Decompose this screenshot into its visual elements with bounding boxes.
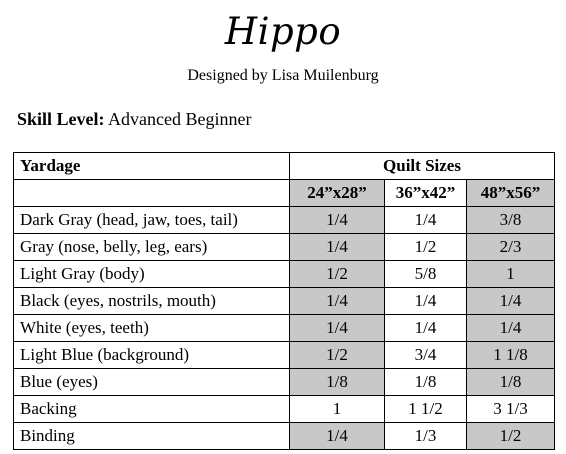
table-row [14, 369, 555, 396]
fabric-label: White (eyes, teeth) [14, 315, 290, 342]
yardage-cell: 1/4 [290, 288, 385, 315]
table-row [14, 261, 555, 288]
size-header-row [14, 180, 555, 207]
size-header: 48”x56” [467, 180, 555, 207]
yardage-cell: 5/8 [385, 261, 467, 288]
yardage-cell: 1/8 [467, 369, 555, 396]
table-header-row [14, 153, 555, 180]
table-row [14, 423, 555, 450]
yardage-cell: 3/8 [467, 207, 555, 234]
yardage-cell: 1/4 [290, 207, 385, 234]
quilt-sizes-header: Quilt Sizes [290, 153, 555, 180]
yardage-cell: 1/4 [385, 207, 467, 234]
yardage-cell: 1/2 [385, 234, 467, 261]
page-title: Hippo [224, 10, 342, 53]
fabric-label: Light Blue (background) [14, 342, 290, 369]
yardage-cell: 1/4 [290, 234, 385, 261]
fabric-label: Black (eyes, nostrils, mouth) [14, 288, 290, 315]
yardage-cell: 1/4 [385, 315, 467, 342]
table-row [14, 234, 555, 261]
size-header: 24”x28” [290, 180, 385, 207]
yardage-cell: 1/4 [290, 315, 385, 342]
table-row [14, 288, 555, 315]
fabric-label: Binding [14, 423, 290, 450]
yardage-cell: 3/4 [385, 342, 467, 369]
yardage-cell: 1 [290, 396, 385, 423]
yardage-cell: 1 [467, 261, 555, 288]
yardage-cell: 1/4 [385, 288, 467, 315]
yardage-cell: 1 1/2 [385, 396, 467, 423]
fabric-label: Light Gray (body) [14, 261, 290, 288]
yardage-table [13, 152, 555, 450]
yardage-cell: 1/8 [290, 369, 385, 396]
skill-level-value: Advanced Beginner [108, 109, 252, 129]
table-row [14, 315, 555, 342]
yardage-cell: 1/4 [290, 423, 385, 450]
size-header: 36”x42” [385, 180, 467, 207]
yardage-cell: 1/8 [385, 369, 467, 396]
table-row [14, 396, 555, 423]
yardage-cell: 1/2 [290, 342, 385, 369]
skill-level [17, 107, 251, 131]
table-row [14, 207, 555, 234]
empty-header-cell [14, 180, 290, 207]
yardage-cell: 2/3 [467, 234, 555, 261]
yardage-cell: 1/4 [467, 288, 555, 315]
skill-level-label: Skill Level: [17, 109, 105, 129]
fabric-label: Gray (nose, belly, leg, ears) [14, 234, 290, 261]
yardage-header: Yardage [14, 153, 290, 180]
yardage-cell: 3 1/3 [467, 396, 555, 423]
yardage-cell: 1 1/8 [467, 342, 555, 369]
yardage-cell: 1/2 [290, 261, 385, 288]
designer-credit: Designed by Lisa Muilenburg [187, 67, 379, 84]
yardage-cell: 1/4 [467, 315, 555, 342]
fabric-label: Blue (eyes) [14, 369, 290, 396]
fabric-label: Backing [14, 396, 290, 423]
yardage-cell: 1/3 [385, 423, 467, 450]
fabric-label: Dark Gray (head, jaw, toes, tail) [14, 207, 290, 234]
yardage-cell: 1/2 [467, 423, 555, 450]
table-row [14, 342, 555, 369]
